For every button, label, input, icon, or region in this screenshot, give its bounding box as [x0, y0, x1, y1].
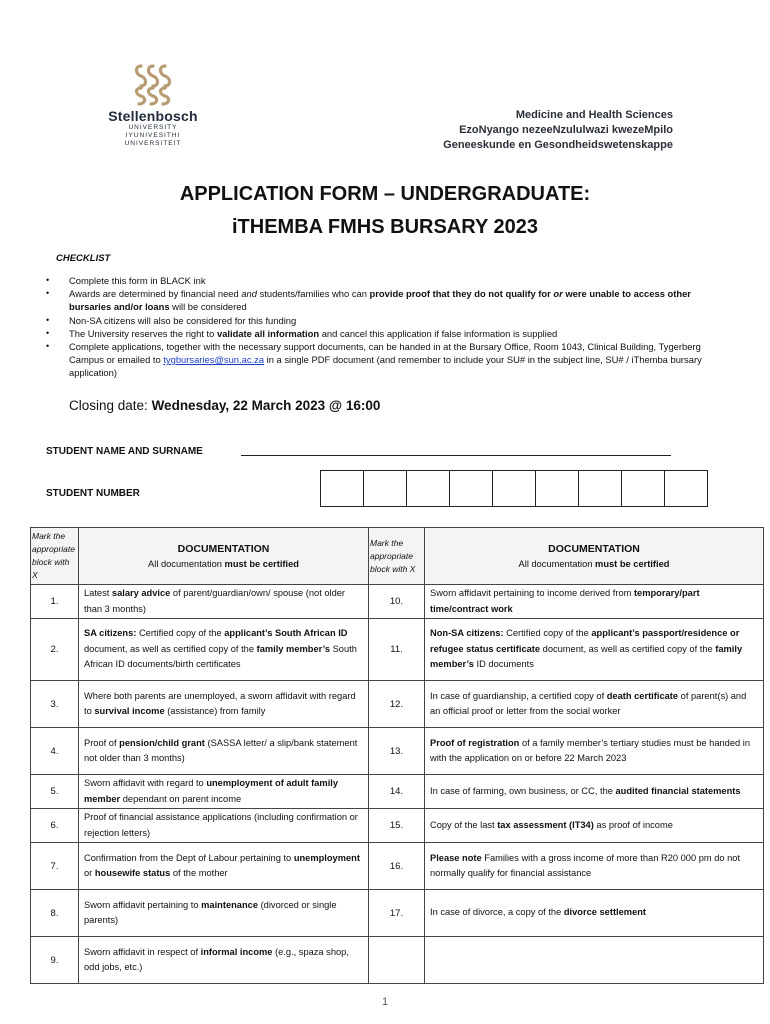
- documentation-table: [30, 527, 764, 984]
- checklist-text: in a single PDF document (and remember to include your SU# in the subject line, SU# / iThemba bursary application): [69, 354, 702, 379]
- student-number-digit-box[interactable]: [364, 471, 407, 506]
- document-text-bold: unemployment of adult family member: [84, 778, 339, 804]
- document-text: (SASSA letter/ a slip/bank statement not older than 3 months): [84, 737, 358, 763]
- checklist-text: and cancel this application if false information is supplied: [319, 327, 558, 339]
- document-description: [79, 619, 369, 681]
- documentation-header-title: DOCUMENTATION: [177, 543, 270, 555]
- table-row: [31, 619, 764, 681]
- checklist: [46, 274, 711, 380]
- document-text: In case of farming, own business, or CC, the: [430, 785, 616, 796]
- checklist-text: Complete this form in BLACK ink: [69, 275, 206, 286]
- document-text-bold: family member’s: [256, 643, 330, 654]
- checklist-item: [46, 274, 711, 287]
- mark-column-header: Mark the appropriate block with X: [31, 528, 79, 585]
- student-name-label: STUDENT NAME AND SURNAME: [46, 446, 203, 457]
- document-text: Where both parents are unemployed, a sworn affidavit with regard to: [84, 690, 356, 716]
- document-text-bold: maintenance: [201, 899, 258, 910]
- student-number-boxes: [320, 470, 708, 507]
- student-number-digit-box[interactable]: [665, 471, 707, 506]
- mark-cell[interactable]: 17.: [369, 890, 425, 937]
- mark-cell[interactable]: [369, 937, 425, 984]
- mark-cell[interactable]: 6.: [31, 809, 79, 843]
- mark-cell[interactable]: 13.: [369, 728, 425, 775]
- student-number-digit-box[interactable]: [493, 471, 536, 506]
- document-text: of parent/guardian/own/ spouse (not older than 3 months): [84, 588, 346, 614]
- document-text: (e.g., spaza shop, odd jobs, etc.): [84, 946, 349, 972]
- document-text: Sworn affidavit pertaining to: [84, 899, 202, 910]
- table-header-row: [31, 528, 764, 585]
- document-text-bold: applicant’s South African ID: [224, 628, 348, 639]
- faculty-line-3: Geneeskunde en Gesondheidswetenskappe: [443, 139, 673, 151]
- student-number-digit-box[interactable]: [450, 471, 493, 506]
- document-text: document, as well as certified copy of the: [540, 643, 716, 654]
- document-text: In case of divorce, a copy of the: [430, 907, 564, 918]
- table-row: [31, 585, 764, 619]
- table-row: [31, 681, 764, 728]
- checklist-bold: provide proof that they do not qualify for: [369, 288, 554, 300]
- document-text-bold: temporary/part time/contract work: [430, 588, 700, 614]
- document-text: of the mother: [170, 868, 228, 878]
- document-description: [425, 843, 764, 890]
- document-text: Certified copy of the: [503, 628, 592, 639]
- document-text: document, as well as certified copy of the: [84, 643, 257, 654]
- closing-date-value: Wednesday, 22 March 2023 @ 16:00: [151, 398, 381, 413]
- mark-cell[interactable]: 4.: [31, 728, 79, 775]
- document-description: [79, 890, 369, 937]
- stellenbosch-crest-icon: [133, 62, 173, 106]
- document-text: Certified copy of the: [136, 628, 225, 639]
- document-description: [79, 728, 369, 775]
- document-text: Proof of financial assistance applications (including confirmation or rejection letters): [84, 812, 358, 838]
- page-number: 1: [381, 996, 389, 1008]
- document-text-bold: family member’s: [430, 643, 743, 670]
- mark-column-header: Mark the appropriate block with X: [369, 528, 425, 585]
- checklist-emphasis: or: [553, 288, 563, 300]
- checklist-item: [46, 287, 711, 313]
- document-text: Sworn affidavit with regard to: [84, 778, 207, 788]
- faculty-line-1: Medicine and Health Sciences: [515, 109, 673, 121]
- student-number-digit-box[interactable]: [321, 471, 364, 506]
- document-description: [425, 619, 764, 681]
- student-number-digit-box[interactable]: [407, 471, 450, 506]
- document-text: Proof of: [84, 737, 120, 748]
- faculty-line-2: EzoNyango nezeeNzululwazi kwezeMpilo: [459, 124, 673, 136]
- document-text: of a family member’s tertiary studies must be handed in with the application on or before 22 March 2023: [430, 737, 750, 763]
- logo-sub-3: UNIVERSITEIT: [124, 140, 182, 147]
- mark-cell[interactable]: 2.: [31, 619, 79, 681]
- checklist-text: The University reserves the right to: [69, 327, 217, 339]
- student-number-digit-box[interactable]: [622, 471, 665, 506]
- document-text: In case of guardianship, a certified copy of: [430, 690, 607, 701]
- document-description: [425, 775, 764, 809]
- document-text: as proof of income: [593, 819, 673, 830]
- document-text: Copy of the last: [430, 819, 498, 830]
- checklist-item: [46, 340, 711, 380]
- logo-sub-2: IYUNIVESITHI: [125, 132, 181, 139]
- document-text-bold: divorce settlement: [563, 907, 647, 918]
- document-description: [425, 809, 764, 843]
- document-text: (divorced or single parents): [84, 899, 337, 925]
- logo-sub-1: UNIVERSITY: [128, 124, 178, 131]
- documentation-header-sub: [84, 559, 363, 569]
- document-text-bold: unemployment: [293, 852, 360, 863]
- document-text-bold: housewife status: [94, 868, 171, 878]
- checklist-text: Complete applications, together with the necessary support documents, can be handed in at the Bursary Office, Room 1043, Clinical Building, Tygerberg Campus or emailed to: [69, 341, 701, 366]
- university-logo: [88, 62, 218, 148]
- documentation-header-title: DOCUMENTATION: [548, 543, 640, 555]
- document-text-bold: pension/child grant: [119, 737, 205, 748]
- checklist-item: [46, 314, 711, 327]
- document-text: Sworn affidavit in respect of: [84, 946, 201, 957]
- documentation-rows: [31, 585, 764, 984]
- documentation-header-sub: [430, 559, 758, 569]
- student-number-digit-box[interactable]: [579, 471, 622, 506]
- document-text: Families with a gross income of more than R20 000 pm do not normally qualify for financial assistance: [430, 852, 741, 878]
- closing-date: [69, 398, 380, 413]
- mark-cell[interactable]: 14.: [369, 775, 425, 809]
- checklist-item: [46, 327, 711, 340]
- document-text-bold: informal income: [200, 946, 273, 957]
- table-row: [31, 775, 764, 809]
- mark-cell[interactable]: 8.: [31, 890, 79, 937]
- checklist-bold: were unable to access other bursaries and/or loans: [69, 288, 691, 313]
- checklist-text: Non-SA citizens will also be considered for this funding: [69, 314, 297, 326]
- student-number-digit-box[interactable]: [536, 471, 579, 506]
- document-text-bold: survival income: [94, 706, 165, 716]
- documentation-column-header: [425, 528, 764, 585]
- document-text: Latest: [84, 588, 112, 598]
- documentation-header-sub-bold: must be certified: [224, 559, 299, 569]
- checklist-text: will be considered: [169, 301, 247, 313]
- table-row: [31, 937, 764, 984]
- document-description: [425, 728, 764, 775]
- student-number-label: STUDENT NUMBER: [46, 488, 140, 499]
- document-description: [79, 585, 369, 619]
- document-description: [79, 775, 369, 809]
- document-text: South African ID documents/birth certificates: [84, 643, 357, 670]
- documentation-column-header: [79, 528, 369, 585]
- document-text-bold: tax assessment (IT34): [497, 819, 594, 830]
- document-text: of parent(s) and an official proof or letter from the social worker: [430, 690, 747, 716]
- title-line-2: iTHEMBA FMHS BURSARY 2023: [232, 216, 538, 238]
- document-text: Sworn affidavit pertaining to income derived from: [430, 588, 634, 598]
- document-description: [79, 809, 369, 843]
- document-text: (assistance) from family: [164, 706, 266, 716]
- table-row: [31, 728, 764, 775]
- document-description: [79, 937, 369, 984]
- documentation-header-sub-text: All documentation: [518, 559, 596, 569]
- checklist-text: students/families who can: [256, 288, 370, 300]
- document-text: dependant on parent income: [120, 793, 242, 804]
- documentation-header-sub-bold: must be certified: [595, 559, 670, 569]
- page-title: [0, 178, 770, 244]
- document-description: [79, 843, 369, 890]
- bursary-email-link[interactable]: tygbursaries@sun.ac.za: [163, 354, 265, 366]
- document-text-bold: salary advice: [111, 588, 171, 598]
- faculty-name: [443, 108, 673, 153]
- checklist-emphasis: and: [241, 288, 257, 300]
- document-text-bold: applicant’s passport/residence or refugee status certificate: [430, 628, 740, 654]
- closing-date-label: Closing date:: [69, 398, 152, 413]
- document-description: [425, 937, 764, 984]
- document-text-bold: Non-SA citizens:: [430, 628, 504, 639]
- document-text-bold: audited financial statements: [615, 785, 741, 796]
- mark-cell[interactable]: 3.: [31, 681, 79, 728]
- document-text: ID documents: [473, 659, 534, 670]
- document-text-bold: Proof of registration: [430, 737, 520, 748]
- student-name-field[interactable]: [241, 455, 671, 456]
- document-description: [425, 585, 764, 619]
- title-line-1: APPLICATION FORM – UNDERGRADUATE:: [179, 183, 591, 205]
- logo-name: Stellenbosch: [108, 108, 198, 124]
- document-text: or: [84, 868, 95, 878]
- document-text-bold: SA citizens:: [84, 628, 137, 639]
- mark-cell[interactable]: 1.: [31, 585, 79, 619]
- mark-cell[interactable]: 7.: [31, 843, 79, 890]
- document-description: [79, 681, 369, 728]
- document-description: [425, 890, 764, 937]
- mark-cell[interactable]: 12.: [369, 681, 425, 728]
- mark-cell[interactable]: 16.: [369, 843, 425, 890]
- mark-cell[interactable]: 5.: [31, 775, 79, 809]
- mark-cell[interactable]: 9.: [31, 937, 79, 984]
- checklist-heading: CHECKLIST: [56, 253, 111, 264]
- document-text: Confirmation from the Dept of Labour pertaining to: [84, 852, 294, 863]
- document-text-bold: death certificate: [606, 690, 679, 701]
- mark-cell[interactable]: 10.: [369, 585, 425, 619]
- document-description: [425, 681, 764, 728]
- table-row: [31, 890, 764, 937]
- mark-cell[interactable]: 15.: [369, 809, 425, 843]
- checklist-bold: validate all information: [216, 327, 320, 339]
- documentation-header-sub-text: All documentation: [148, 559, 225, 569]
- document-text-bold: Please note: [430, 852, 482, 863]
- checklist-text: Awards are determined by financial need: [69, 288, 242, 300]
- mark-cell[interactable]: 11.: [369, 619, 425, 681]
- table-row: [31, 809, 764, 843]
- table-row: [31, 843, 764, 890]
